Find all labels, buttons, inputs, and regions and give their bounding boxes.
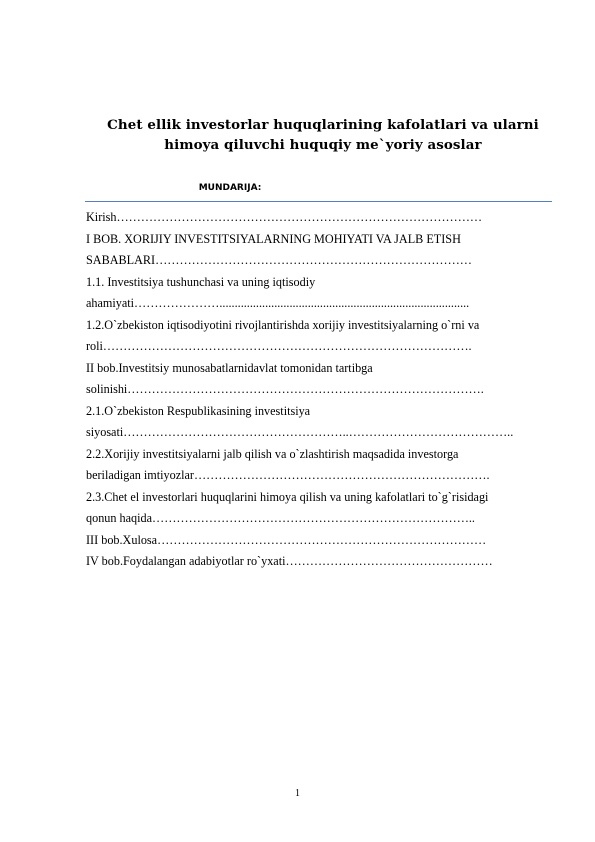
toc-line: 1.2.O`zbekiston iqtisodiyotini rivojlantirishda xorijiy investitsiyalarning o`rni va — [86, 317, 480, 332]
toc-line: SABABLARI…………………………………………………………………… — [86, 253, 472, 267]
heading-divider — [85, 201, 552, 202]
toc-line: roli………………………………………………………………………………. — [86, 339, 472, 353]
toc-line: III bob.Xulosa……………………………………………………………………… — [86, 532, 487, 547]
toc-line: I BOB. XORIJIY INVESTITSIYALARNING MOHIYATI VA JALB ETISH — [86, 231, 461, 246]
toc-line: 2.1.O`zbekiston Respublikasining investitsiya — [86, 403, 311, 418]
toc-line: 2.3.Chet el investorlari huquqlarini himoya qilish va uning kafolatlari to`g`risidagi — [86, 489, 489, 504]
toc-line: solinishi……………………………………………………………………………. — [86, 382, 484, 396]
toc-line: IV bob.Foydalangan adabiyotlar ro`yxati…………………………………………… — [86, 554, 493, 568]
toc-line: II bob.Investitsiy munosabatlarnidavlat tomonidan tartibga — [86, 360, 373, 375]
toc-line: 2.2.Xorijiy investitsiyalarni jalb qilish va o`zlashtirish maqsadida investorga — [86, 446, 459, 461]
contents-heading: MUNDARIJA: — [198, 183, 262, 193]
toc-line: beriladigan imtiyozlar………………………………………………………………. — [86, 468, 490, 482]
toc-line: Kirish……………………………………………………………………………… — [86, 210, 483, 224]
toc-line: ahamiyati………………….................................................................................. — [86, 296, 470, 310]
toc-line: siyosati………………………………………………..………………………………….. — [86, 425, 514, 439]
page-number: 1 — [295, 788, 300, 799]
table-of-contents — [86, 207, 556, 573]
toc-line: 1.1. Investitsiya tushunchasi va uning iqtisodiy — [86, 274, 316, 289]
toc-line: qonun haqida…………………………………………………………………….. — [86, 511, 475, 525]
document-title: Chet ellik investorlar huquqlarining kafolatlari va ularni himoya qiluvchi huquqiy me`yoriy asoslar — [107, 117, 539, 153]
